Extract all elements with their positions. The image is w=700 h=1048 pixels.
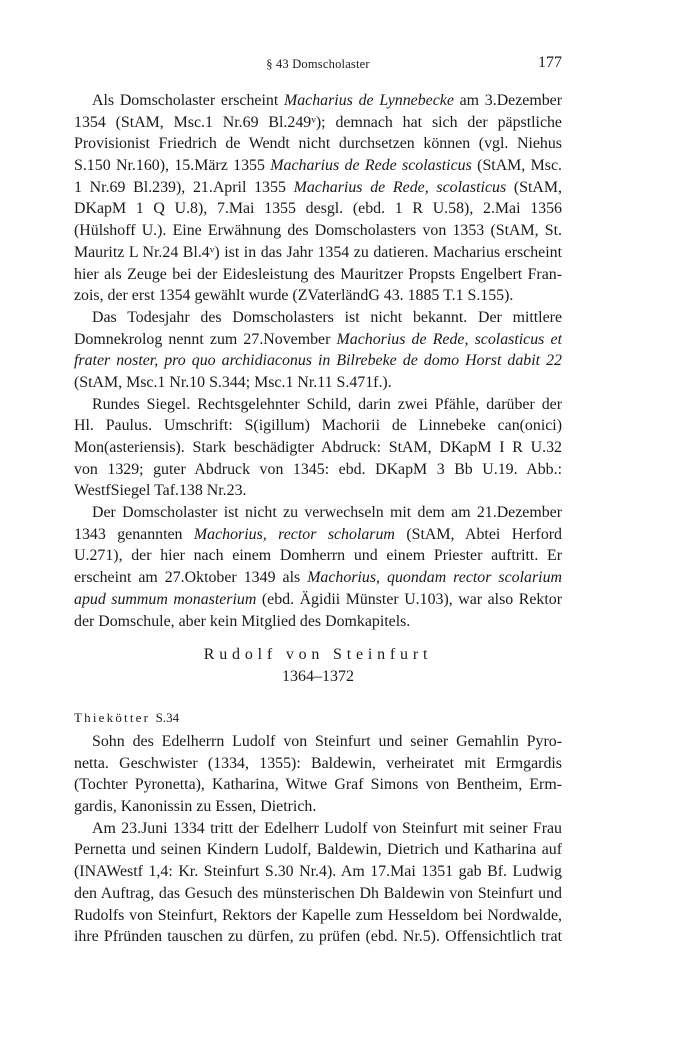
text-line <box>74 112 562 134</box>
line-text: Domnekrolog nennt zum 27.November <box>74 330 337 348</box>
page-number: 177 <box>538 54 562 71</box>
text-line <box>74 611 562 633</box>
section-rudolf-text <box>74 731 562 948</box>
line-text: Sohn des Edelherrn Ludolf von Steinfurt und seiner Gemahlin Pyro- <box>92 733 562 750</box>
text-line <box>74 818 562 840</box>
person-name: Rudolf von Steinfurt <box>203 646 433 663</box>
line-text: Am 23.Juni 1334 tritt der Edelherr Ludolf von Steinfurt mit seiner Frau <box>92 819 562 837</box>
section-domscholaster-text <box>74 90 562 632</box>
line-text: Als Domscholaster erscheint <box>92 92 284 109</box>
line-text: Rundes Siegel. Rechtsgelehnter Schild, darin zwei Pfähle, darüber der <box>92 395 562 413</box>
text-line <box>74 372 562 394</box>
line-text: (StAM, Msc.1 Nr.10 S.344; Msc.1 Nr.11 S.471f.). <box>74 373 392 391</box>
line-text: (Hülshoff U.). Eine Erwähnung des Domscholasters von 1353 (StAM, St. <box>74 222 562 240</box>
text-line <box>74 774 562 796</box>
text-line <box>74 177 562 199</box>
text-line <box>74 220 562 242</box>
line-text: erscheint am 27.Oktober 1349 als <box>74 569 308 587</box>
latin-quotation: Machorius, quondam rector scolarium <box>307 569 562 587</box>
line-text: den Auftrag, das Gesuch des münsterischen Dh Baldewin von Steinfurt und <box>74 884 562 902</box>
line-text: Hl. Paulus. Umschrift: S(igillum) Machorii de Linnebeke can(onici) <box>74 417 562 435</box>
text-line <box>74 502 562 524</box>
text-line <box>74 524 562 546</box>
line-text: zois, der erst 1354 gewählt wurde (ZVaterländG 43. 1885 T.1 S.155). <box>74 287 514 305</box>
text-line <box>74 264 562 286</box>
line-text: (Tochter Pyronetta), Katharina, Witwe Graf Simons von Bentheim, Erm- <box>74 776 562 794</box>
latin-quotation: Machorius, rector scholarum <box>193 525 395 543</box>
line-text: U.271), der hier nach einem Domherrn und einem Priester auftritt. Er <box>74 547 562 565</box>
line-text: DKapM 1 Q U.8), 7.Mai 1355 desgl. (ebd. 1 R U.58), 2.Mai 1356 <box>74 200 562 218</box>
text-line <box>74 415 562 437</box>
text-line <box>74 133 562 155</box>
source-page: S.34 <box>155 710 180 725</box>
text-line <box>74 329 562 351</box>
text-line <box>74 459 562 481</box>
text-line <box>74 242 562 264</box>
text-line <box>74 307 562 329</box>
latin-quotation: Macharius de Lynnebecke <box>284 92 454 109</box>
text-line <box>74 155 562 177</box>
line-text: (ebd. Ägidii Münster U.103), war also Rektor <box>256 590 562 608</box>
text-line <box>74 753 562 775</box>
text-line <box>74 731 562 753</box>
text-line <box>74 285 562 307</box>
line-text: gardis, Kanonissin zu Essen, Dietrich. <box>74 798 317 816</box>
page-header <box>74 54 562 76</box>
line-text: (INAWestf 1,4: Kr. Steinfurt S.30 Nr.4). Am 17.Mai 1351 gab Bf. Ludwig <box>74 863 562 881</box>
text-line <box>74 567 562 589</box>
latin-quotation: Macharius de Rede scolasticus <box>270 157 472 175</box>
line-text: Das Todesjahr des Domscholasters ist nicht bekannt. Der mittlere <box>92 308 562 326</box>
line-text: WestfSiegel Taf.138 Nr.23. <box>74 482 247 500</box>
line-text: Provisionist Friedrich de Wendt nicht durchsetzen können (vgl. Niehus <box>74 135 562 153</box>
running-title: § 43 Domscholaster <box>266 57 370 71</box>
line-text: der Domschule, aber kein Mitglied des Domkapitels. <box>74 612 411 630</box>
person-heading <box>74 644 562 688</box>
text-line <box>74 480 562 502</box>
text-line <box>74 839 562 861</box>
text-line <box>74 883 562 905</box>
text-line <box>74 198 562 220</box>
line-text: ihre Pfründen tauschen zu dürfen, zu prüfen (ebd. Nr.5). Offensichtlich trat <box>74 928 562 946</box>
latin-quotation: Machorius de Rede, scolasticus et <box>336 330 562 348</box>
line-text: 1343 genannten <box>74 525 194 543</box>
line-text: von 1329; guter Abdruck von 1345: ebd. DKapM 3 Bb U.19. Abb.: <box>74 460 562 478</box>
text-line <box>74 437 562 459</box>
line-text: Rudolfs von Steinfurt, Rektors der Kapelle zum Hesseldom bei Nordwalde, <box>74 906 562 924</box>
line-text: am 3.Dezember <box>453 92 562 109</box>
text-line <box>74 796 562 818</box>
latin-quotation: Macharius de Rede, scolasticus <box>293 178 507 196</box>
text-line <box>74 545 562 567</box>
text-line <box>74 90 562 112</box>
latin-quotation: frater noster, pro quo archidiaconus in Bilrebeke de domo Horst dabit 22 <box>74 352 562 370</box>
line-text: Mauritz L Nr.24 Bl.4ᵛ) ist in das Jahr 1354 zu datieren. Macharius erscheint <box>74 243 562 261</box>
source-author: Thiekötter <box>74 710 151 725</box>
line-text: Mon(asteriensis). Stark beschädigter Abdruck: StAM, DKapM I R U.32 <box>74 439 562 456</box>
text-line <box>74 589 562 611</box>
line-text: 1354 (StAM, Msc.1 Nr.69 Bl.249ᵛ); demnach hat sich der päpstliche <box>74 113 562 131</box>
latin-quotation: apud summum monasterium <box>74 590 257 608</box>
text-line <box>74 926 562 948</box>
line-text: hier als Zeuge bei der Eidesleistung des Mauritzer Propsts Engelbert Fran- <box>74 265 562 283</box>
person-years: 1364–1372 <box>282 668 354 685</box>
text-line <box>74 394 562 416</box>
line-text: netta. Geschwister (1334, 1355): Baldewin, verheiratet mit Ermgardis <box>74 754 562 772</box>
line-text: Der Domscholaster ist nicht zu verwechseln mit dem am 21.Dezember <box>92 504 562 522</box>
text-line <box>74 905 562 927</box>
line-text: S.150 Nr.160), 15.März 1355 <box>74 157 271 175</box>
line-text: Pernetta und seinen Kindern Ludolf, Baldewin, Dietrich und Katharina auf <box>74 841 562 859</box>
line-text: 1 Nr.69 Bl.239), 21.April 1355 <box>74 178 294 196</box>
line-text: (StAM, <box>506 178 562 196</box>
text-line <box>74 350 562 372</box>
line-text: (StAM, Abtei Herford <box>394 525 562 543</box>
text-line <box>74 861 562 883</box>
source-reference <box>74 710 179 726</box>
line-text: (StAM, Msc. <box>471 157 562 175</box>
